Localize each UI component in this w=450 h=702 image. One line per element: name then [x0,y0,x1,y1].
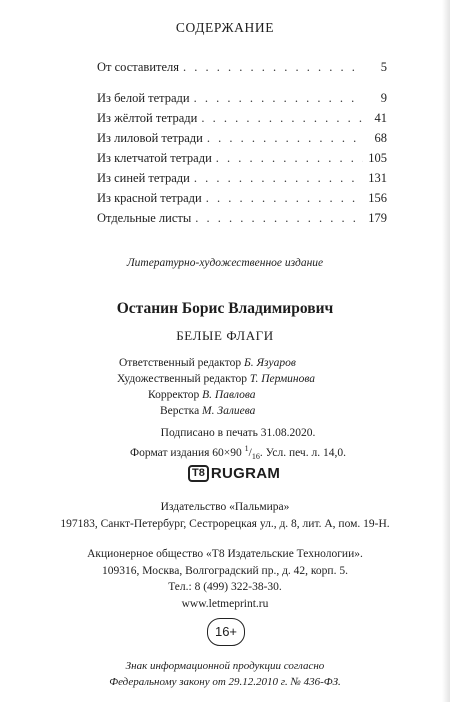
credit-person: Б. Язуаров [243,357,296,369]
printer-name: Акционерное общество «Т8 Издательские Технологии». [87,548,363,560]
toc-leader-dots [194,171,363,186]
toc-list [97,91,387,231]
author-name: Останин Борис Владимирович [116,300,334,317]
toc-entry [97,171,387,191]
printer-phone: Тел.: 8 (499) 322-38-30. [168,581,282,593]
t8-rugram-logo [188,465,280,482]
format-numerator: 1 [244,444,249,453]
printer-address: 109316, Москва, Волгоградский пр., д. 42, корп. 5. [102,564,348,577]
logo-text: RUGRAM [210,465,281,482]
toc-entry-label: Из белой тетради [97,91,190,105]
publisher-address: 197183, Санкт-Петербург, Сестрорецкая ул., д. 8, лит. А, пом. 19-Н. [60,517,390,530]
credit-line [117,371,315,387]
toc-entry-page: 105 [368,151,387,165]
credit-role: Художественный редактор [117,373,247,385]
toc-leader-dots [206,191,363,206]
credit-role: Ответственный редактор [119,357,242,369]
toc-entry [97,111,387,131]
toc-entry-page: 156 [368,191,387,205]
edition-type: Литературно-художественное издание [126,257,324,269]
toc-entry-page: 41 [374,111,387,125]
print-info [118,425,358,465]
toc-leader-dots [183,60,363,75]
toc-entry [97,211,387,231]
toc-entry [97,151,387,171]
credit-person: Т. Перминова [249,373,316,385]
printer-block [0,546,450,612]
toc-entry [97,131,387,151]
credit-role: Корректор [148,389,200,401]
toc-entry-page: 68 [374,131,387,145]
toc-entry-label: Из жёлтой тетради [97,111,198,125]
law-notice [0,658,450,690]
toc-entry-label: От составителя [97,60,180,74]
toc-entry-label: Отдельные листы [97,211,192,225]
toc-entry-label: Из красной тетради [97,191,202,205]
toc-entry-label: Из клетчатой тетради [97,151,212,165]
toc-leader-dots [216,151,363,166]
toc-intro [97,60,387,80]
toc-entry-label: Из лиловой тетради [97,131,203,145]
format-line: Формат издания 60×90 $^1/_{16}$. Усл. печ. л. 14,0. [130,444,346,462]
toc-entry [97,91,387,111]
credit-line [148,387,315,403]
toc-entry [97,191,387,211]
format-prefix: Формат издания 60×90 [130,446,242,459]
credit-person: В. Павлова [202,389,256,401]
toc-leader-dots [207,131,363,146]
toc-title: СОДЕРЖАНИЕ [175,20,275,35]
credit-line [119,355,315,371]
toc-leader-dots [201,111,363,126]
credit-person: М. Залиева [202,405,256,417]
age-rating-badge: 16+ [207,618,245,646]
logo-badge: T8 [188,465,209,482]
toc-entry-page: 131 [368,171,387,185]
law-notice-line: Знак информационной продукции согласно [125,660,325,672]
signed-to-print: Подписано в печать 31.08.2020. [160,427,316,439]
law-notice-line: Федеральному закону от 29.12.2010 г. № 436-ФЗ. [109,676,341,688]
publisher-block [0,499,450,532]
format-suffix: . Усл. печ. л. 14,0. [259,446,346,459]
toc-leader-dots [195,211,363,226]
credit-role: Верстка [160,405,200,417]
printer-website: www.letmeprint.ru [181,597,269,610]
format-denominator: 16 [251,452,260,462]
credits-block [119,355,315,419]
publisher-name: Издательство «Пальмира» [160,501,290,513]
credit-line [160,403,315,419]
toc-entry-page: 179 [368,211,387,225]
book-title: БЕЛЫЕ ФЛАГИ [176,328,274,343]
toc-entry-page: 9 [380,91,387,105]
toc-entry-label: Из синей тетради [97,171,190,185]
toc-entry-page: 5 [380,60,387,74]
toc-entry [97,60,387,80]
toc-leader-dots [194,91,363,106]
